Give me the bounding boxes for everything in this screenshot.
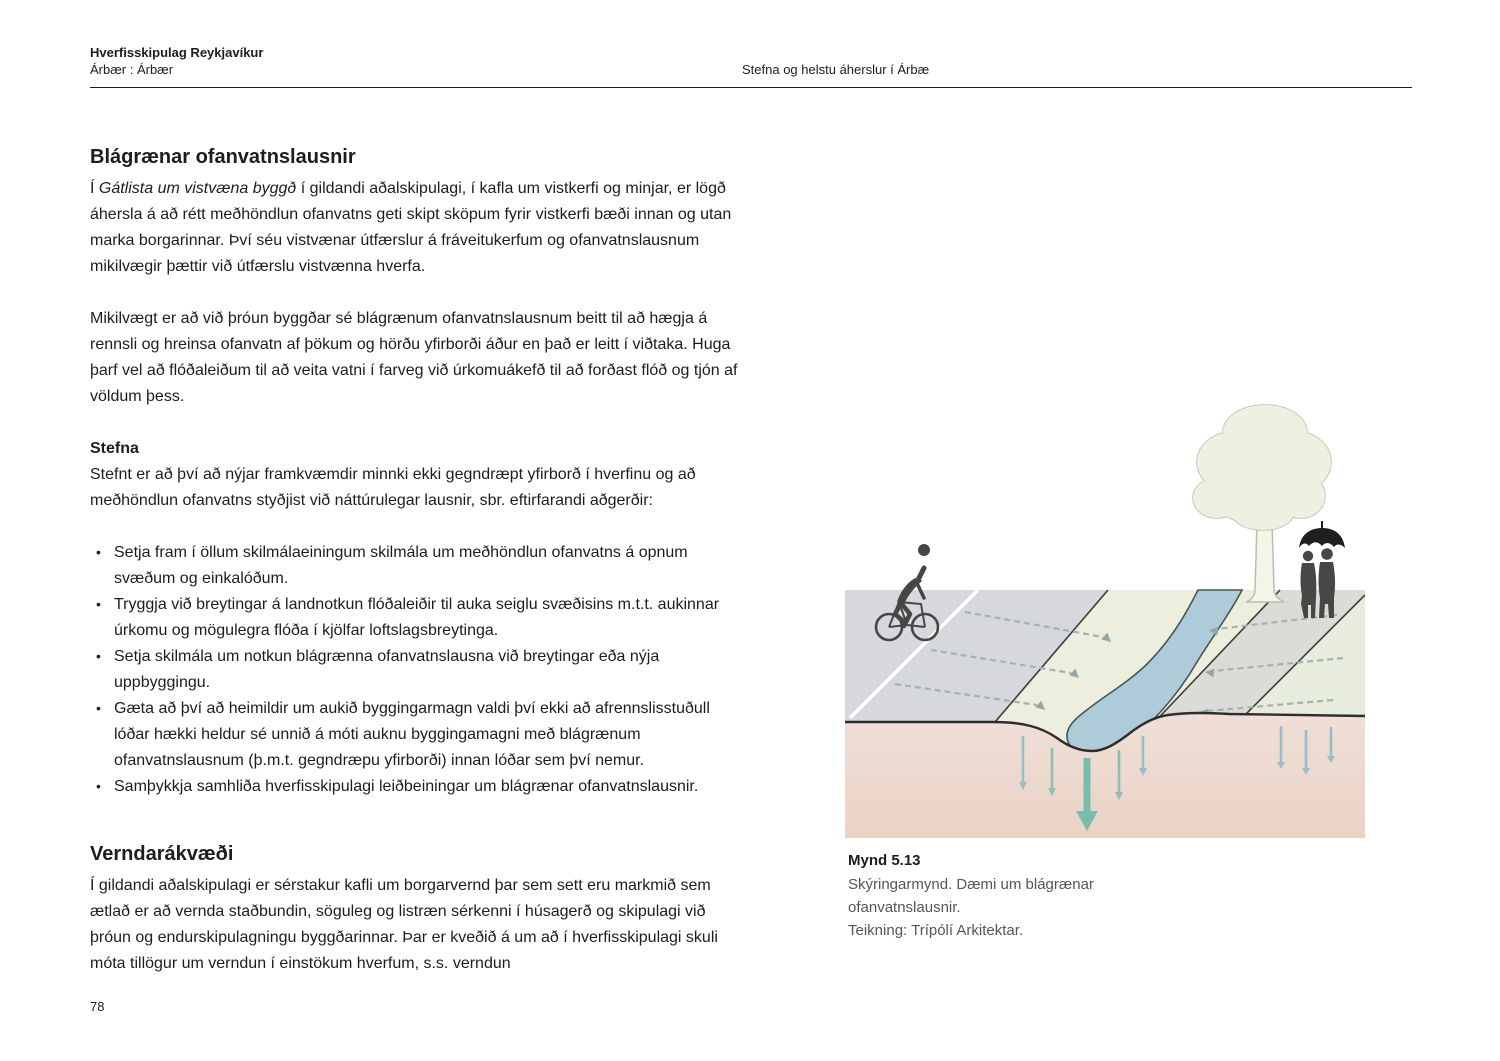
vernd-paragraph: Í gildandi aðalskipulagi er sérstakur kafli um borgarvernd þar sem sett eru markmið sem ætlað er að vernda staðbundin, söguleg og listræn sérkenni í húsagerð og skipulagi við þróun og endurskipulagningu byggðarinnar. Þar er kveðið á um að í hverfisskipulagi skuli móta tillögur um verndun í einstökum hverfum, s.s. verndun <box>90 877 718 972</box>
figure-illustration <box>845 400 1365 838</box>
tree-canopy-fill <box>1193 405 1331 530</box>
figure-caption-text: Skýringarmynd. Dæmi um blágrænar ofanvatnslausnir. <box>848 876 1094 916</box>
rider-neck <box>919 568 924 578</box>
heading-blagraenar: Blágrænar ofanvatnslausnir <box>90 146 356 168</box>
paragraph-2: Mikilvægt er að við þróun byggðar sé blágrænum ofanvatnslausnum beitt til að hægja á rennsli og hreinsa ofanvatn af þökum og hörðu yfirborði áður en það er leitt í viðtaka. Huga þarf vel að flóðaleiðum til að veita vatni í farveg við úrkomuákefð til að forðast flóð og tjón af völdum þess. <box>90 310 738 405</box>
figure-caption <box>848 849 1106 942</box>
list-item <box>90 696 730 774</box>
stefna-intro: Stefnt er að því að nýjar framkvæmdir minnki ekki gegndræpt yfirborð í hverfinu og að meðhöndlun ofanvatns styðjist við náttúrulegar lausnir, sbr. eftirfarandi aðgerðir: <box>90 466 696 509</box>
paragraph-1-prefix: Í <box>90 180 99 197</box>
list-item-text: Setja fram í öllum skilmálaeiningum skilmála um meðhöndlun ofanvatns á opnum svæðum og einkalóðum. <box>114 544 688 587</box>
header-rule <box>90 87 1412 88</box>
action-bullet-list <box>90 540 730 800</box>
heading-verndarakvaedi: Verndarákvæði <box>90 843 234 865</box>
list-item-text: Setja skilmála um notkun blágrænna ofanvatnslausna við breytingar eða nýja uppbyggingu. <box>114 648 660 691</box>
list-item <box>90 592 730 644</box>
paragraph-1-italic-title: Gátlista um vistvæna byggð <box>98 180 297 197</box>
page-number: 78 <box>90 999 105 1014</box>
figure-caption-credit: Teikning: Trípólí Arkitektar. <box>848 922 1024 939</box>
paragraph-1-rest: í gildandi aðalskipulagi, í kafla um vistkerfi og minjar, er lögð áhersla á að rétt meðhöndlun ofanvatns geti skipt sköpum fyrir vistkerfi bæði innan og utan marka borgarinnar. Því séu vistvænar útfærslur á fráveitukerfum og ofanvatnslausnum mikilvægir þættir við útfærslu vistvænna hverfa. <box>90 180 732 275</box>
rider-head <box>918 544 930 556</box>
figure-caption-title: Mynd 5.13 <box>848 852 921 869</box>
text-column <box>90 143 740 977</box>
doc-subtitle: Árbær : Árbær <box>90 62 174 77</box>
list-item-text: Tryggja við breytingar á landnotkun flóðaleiðir til auka seiglu svæðisins m.t.t. aukinnar úrkomu og mögulegra flóða í kjölfar loftslagsbreytinga. <box>114 596 720 639</box>
doc-title: Hverfisskipulag Reykjavíkur <box>90 45 264 60</box>
umbrella-icon <box>1299 528 1345 548</box>
list-item-text: Gæta að því að heimildir um aukið byggingarmagn valdi því ekki að afrennslisstuðull lóðar hækki heldur sé unnið á móti auknu byggingamagni með blágrænum ofanvatnslausnum (þ.m.t. gegndræpu yfirborði) innan lóðar sem því nemur. <box>114 700 710 769</box>
bluegreen-stormwater-diagram <box>845 400 1365 838</box>
list-item <box>90 644 730 696</box>
list-item <box>90 540 730 592</box>
umbrella-pole <box>1321 521 1323 530</box>
heading-stefna: Stefna <box>90 440 139 457</box>
section-title: Stefna og helstu áherslur í Árbæ <box>742 62 930 77</box>
page-header-left <box>90 44 263 78</box>
list-item-text: Samþykkja samhliða hverfisskipulagi leiðbeiningar um blágrænar ofanvatnslausnir. <box>114 778 699 795</box>
paragraph-1 <box>90 176 740 280</box>
list-item <box>90 774 730 800</box>
